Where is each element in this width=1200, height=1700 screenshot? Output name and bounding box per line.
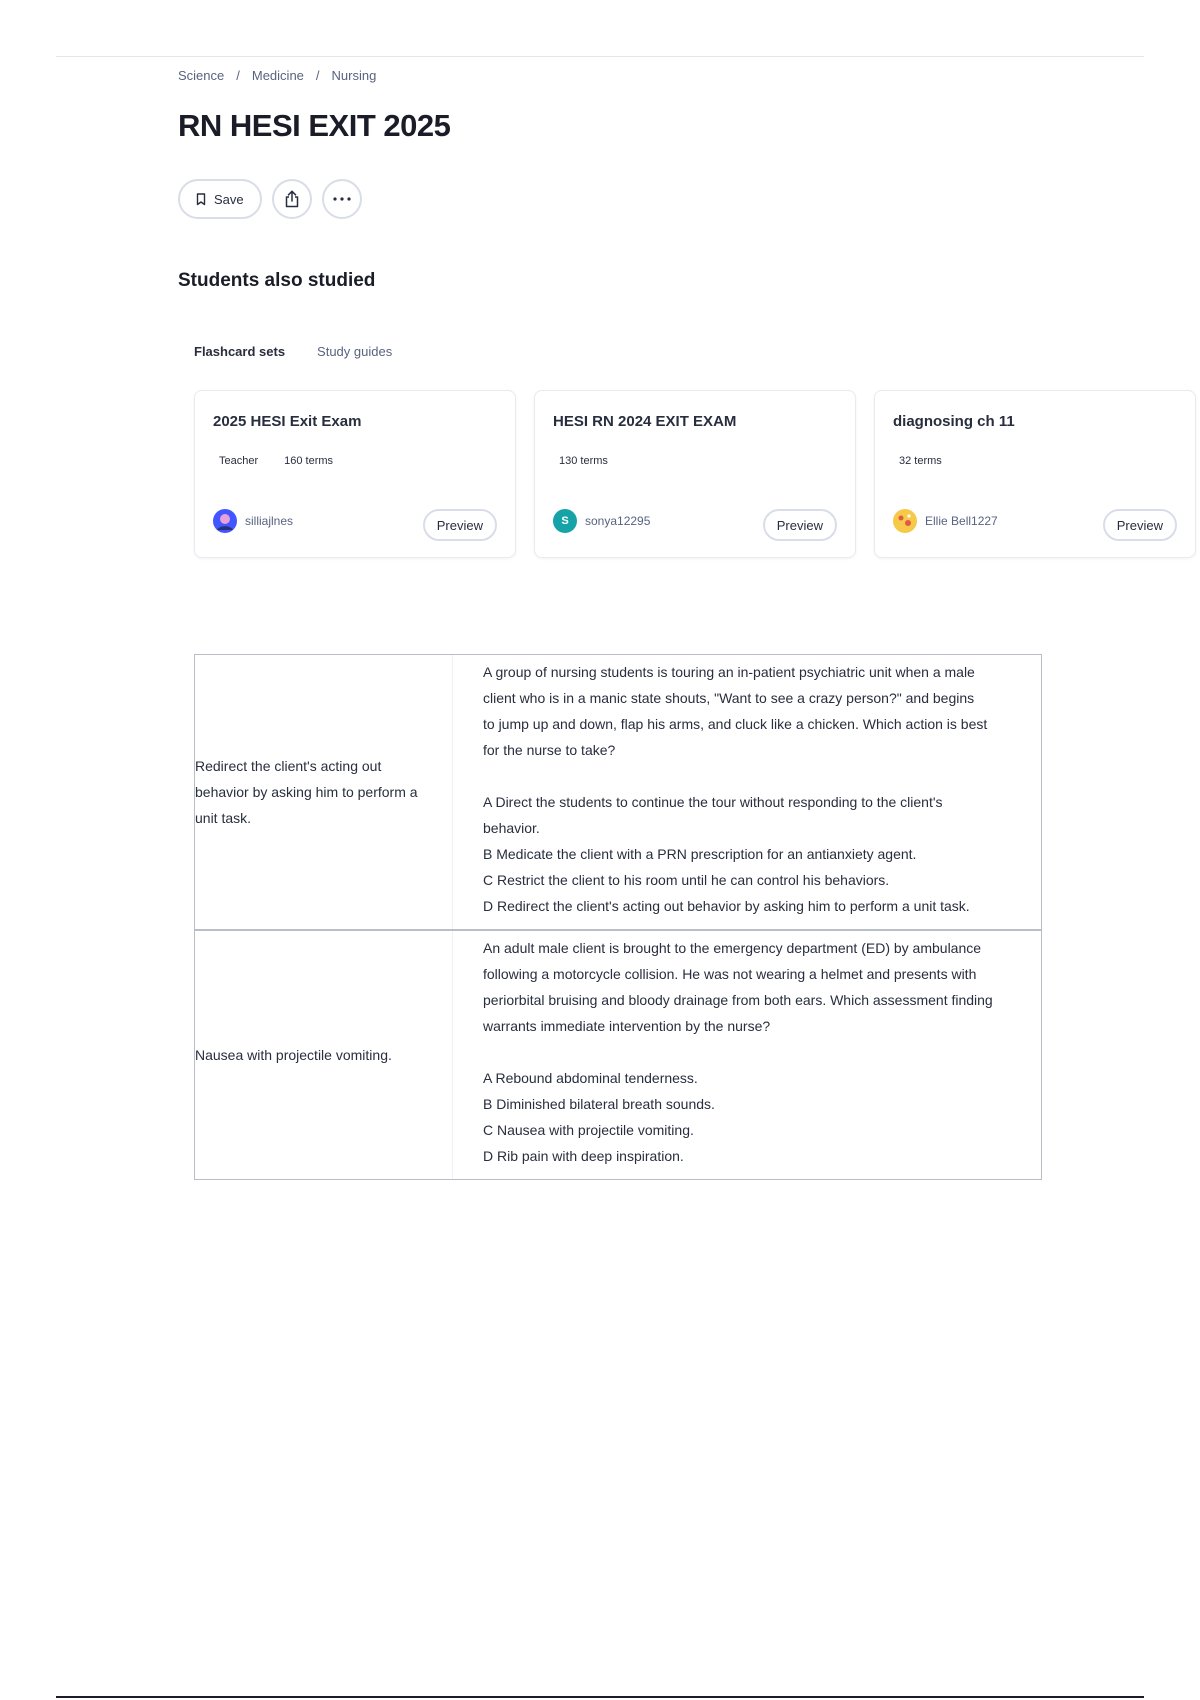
breadcrumb-science[interactable]: Science [178, 68, 225, 83]
tab-flashcard-sets[interactable]: Flashcard sets [194, 344, 286, 359]
bookmark-icon [196, 193, 206, 206]
preview-button[interactable]: Preview [423, 509, 497, 541]
preview-button[interactable]: Preview [763, 509, 837, 541]
teacher-badge: Teacher [219, 455, 259, 467]
breadcrumb-separator: / [315, 68, 320, 83]
card-title: diagnosing ch 11 [893, 413, 1015, 430]
flashcard-table [194, 654, 1042, 1180]
card-author[interactable] [213, 509, 293, 533]
term-count: 130 terms [559, 455, 608, 467]
table-row [195, 655, 1041, 929]
top-divider [56, 56, 1144, 57]
ellipsis-icon [333, 197, 351, 201]
answer-cell: Redirect the client's acting out behavior by asking him to perform a unit task. [195, 655, 453, 929]
question-cell: An adult male client is brought to the emergency department (ED) by ambulance following a motorcycle collision. He was not wearing a helmet and presents with periorbital bruising and bloody drainage from both ears. Which assessment finding warrants immediate intervention by the nurse? A Rebound abdominal tenderness. B Diminished bilateral breath sounds. C Nausea with projectile vomiting. D Rib pain with deep inspiration. [483, 940, 993, 1164]
study-set-card[interactable] [874, 390, 1196, 558]
term-count: 160 terms [284, 455, 334, 467]
section-title: Students also studied [178, 270, 376, 291]
card-title: 2025 HESI Exit Exam [213, 413, 362, 430]
avatar: S [553, 509, 577, 533]
author-name: silliajlnes [245, 514, 294, 528]
author-name: sonya12295 [585, 514, 651, 528]
breadcrumb-nursing[interactable]: Nursing [331, 68, 377, 83]
bottom-divider [56, 1696, 1144, 1698]
author-name: Ellie Bell1227 [925, 514, 998, 528]
card-meta [219, 455, 333, 467]
save-label: Save [214, 191, 244, 207]
table-row [195, 929, 1041, 1179]
share-icon [284, 190, 300, 208]
card-author[interactable] [893, 509, 998, 533]
breadcrumb [178, 68, 376, 83]
card-meta [899, 455, 942, 467]
page-title: RN HESI EXIT 2025 [178, 108, 451, 143]
card-author[interactable] [553, 509, 650, 533]
breadcrumb-separator: / [236, 68, 240, 83]
tab-study-guides[interactable]: Study guides [317, 344, 393, 359]
breadcrumb-medicine[interactable]: Medicine [251, 68, 304, 83]
term-count: 32 terms [899, 455, 942, 467]
study-set-card[interactable] [194, 390, 516, 558]
preview-button[interactable]: Preview [1103, 509, 1177, 541]
save-button[interactable] [178, 179, 262, 219]
study-tabs [194, 344, 392, 359]
card-meta [559, 455, 608, 467]
avatar [213, 509, 237, 533]
share-button[interactable] [272, 179, 312, 219]
card-title: HESI RN 2024 EXIT EXAM [553, 413, 737, 430]
answer-cell: Nausea with projectile vomiting. [195, 931, 453, 1179]
card-carousel [194, 390, 1163, 560]
action-bar [178, 179, 362, 219]
more-options-button[interactable] [322, 179, 362, 219]
avatar [893, 509, 917, 533]
study-set-card[interactable] [534, 390, 856, 558]
question-cell: A group of nursing students is touring an in-patient psychiatric unit when a male client who is in a manic state shouts, "Want to see a crazy person?" and begins to jump up and down, flap his arms, and cluck like a chicken. Which action is best for the nurse to take? A Direct the students to continue the tour without responding to the client's behavior. B Medicate the client with a PRN prescription for an antianxiety agent. C Restrict the client to his room until he can control his behaviors. D Redirect the client's acting out behavior by asking him to perform a unit task. [483, 664, 988, 914]
